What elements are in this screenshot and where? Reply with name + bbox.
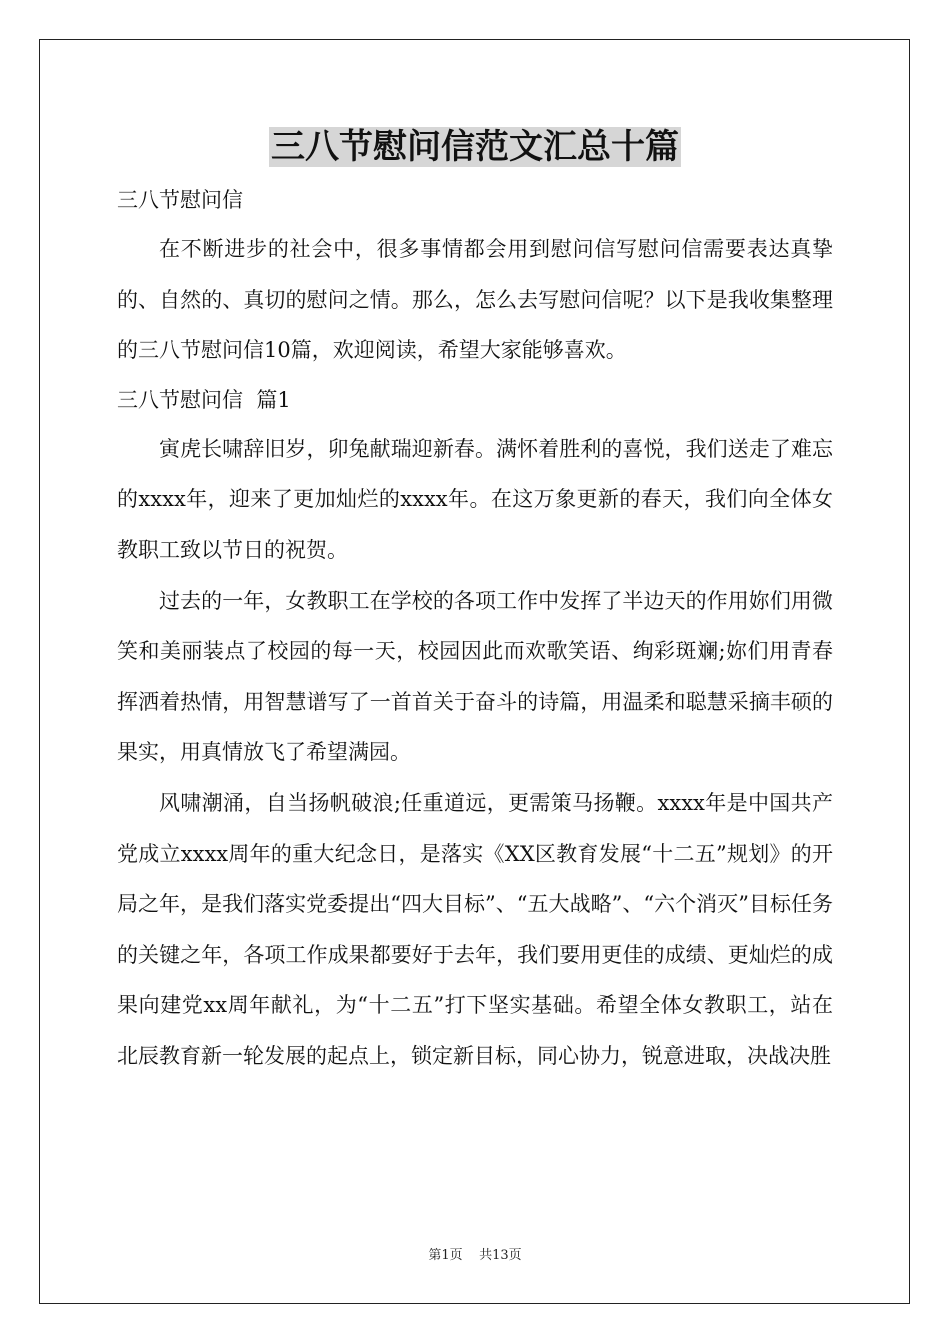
document-title-text: 三八节慰问信范文汇总十篇: [271, 127, 679, 167]
intro-paragraph: 在不断进步的社会中，很多事情都会用到慰问信写慰问信需要表达真挚的、自然的、真切的慰问之情。那么，怎么去写慰问信呢？以下是我收集整理的三八节慰问信10篇，欢迎阅读，希望大家能够喜欢。: [117, 237, 833, 363]
body-paragraph-2: 过去的一年，女教职工在学校的各项工作中发挥了半边天的作用妳们用微笑和美丽装点了校园的每一天，校园因此而欢歌笑语、绚彩斑斓;妳们用青春挥洒着热情，用智慧谱写了一首首关于奋斗的诗篇，用温柔和聪慧采摘丰硕的果实，用真情放飞了希望满园。: [117, 588, 833, 765]
section-heading: 三八节慰问信 篇1: [117, 387, 291, 412]
document-body: [117, 176, 833, 1082]
page-footer: 第1页 共13页: [428, 1248, 522, 1263]
body-paragraph-1: 寅虎长啸辞旧岁，卯兔献瑞迎新春。满怀着胜利的喜悦，我们送走了难忘的xxxx年，迎来了更加灿烂的xxxx年。在这万象更新的春天，我们向全体女教职工致以节日的祝贺。: [117, 436, 833, 562]
body-paragraph-3: 风啸潮涌，自当扬帆破浪;任重道远，更需策马扬鞭。xxxx年是中国共产党成立xxxx周年的重大纪念日，是落实《XX区教育发展“十二五”规划》的开局之年，是我们落实党委提出“四大目标”、“五大战略”、“六个消灭”目标任务的关键之年，各项工作成果都要好于去年，我们要用更佳的成绩、更灿烂的成果向建党xx周年献礼，为“十二五”打下坚实基础。希望全体女教职工，站在北辰教育新一轮发展的起点上，锁定新目标，同心协力，锐意进取，决战决胜: [117, 790, 833, 1068]
document-title: [0, 124, 950, 170]
intro-heading: 三八节慰问信: [117, 188, 243, 212]
